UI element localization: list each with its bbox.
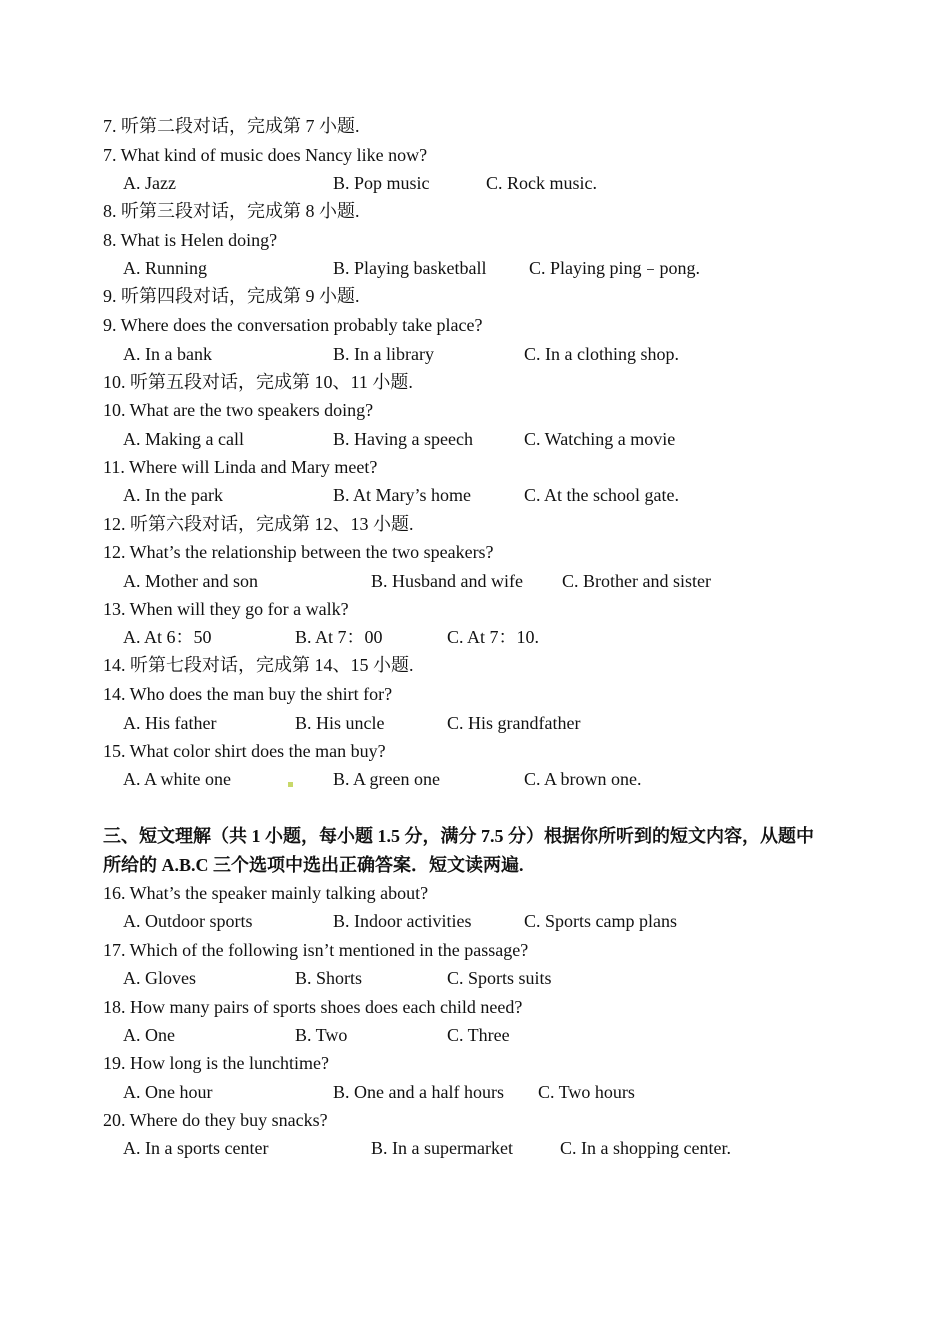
q14-option-c: C. His grandfather xyxy=(447,713,581,733)
q9-option-b: B. In a library xyxy=(333,344,434,364)
q10-option-a: A. Making a call xyxy=(123,429,244,449)
q20-option-b: B. In a supermarket xyxy=(371,1138,513,1158)
q16-option-c: C. Sports camp plans xyxy=(524,911,677,931)
q7-option-b: B. Pop music xyxy=(333,173,430,193)
q11-option-a: A. In the park xyxy=(123,485,223,505)
q8-option-a: A. Running xyxy=(123,258,208,278)
q11-option-b: B. At Mary’s home xyxy=(333,485,471,505)
q19-option-b: B. One and a half hours xyxy=(333,1082,504,1102)
q12-option-a: A. Mother and son xyxy=(123,571,258,591)
q17-option-c: C. Sports suits xyxy=(447,968,552,988)
q18-option-a: A. One xyxy=(123,1025,175,1045)
q19-option-a: A. One hour xyxy=(123,1082,213,1102)
q15-option-c: C. A brown one. xyxy=(524,769,642,789)
q7-option-c: C. Rock music. xyxy=(486,173,597,193)
q14-option-a: A. His father xyxy=(123,713,217,733)
q7-option-a: A. Jazz xyxy=(123,173,176,193)
q11-option-c: C. At the school gate. xyxy=(524,485,679,505)
q20-option-a: A. In a sports center xyxy=(123,1138,269,1158)
q8-option-b: B. Playing basketball xyxy=(333,258,487,278)
q12-option-b: B. Husband and wife xyxy=(371,571,523,591)
stray-mark xyxy=(288,782,293,787)
q10-option-b: B. Having a speech xyxy=(333,429,473,449)
q14-option-b: B. His uncle xyxy=(295,713,385,733)
q17-option-b: B. Shorts xyxy=(295,968,363,988)
q12-option-c: C. Brother and sister xyxy=(562,571,711,591)
q13-option-a: A. At 6：50 xyxy=(123,627,212,647)
q13-option-c: C. At 7：10. xyxy=(447,627,540,647)
q9-option-a: A. In a bank xyxy=(123,344,212,364)
q19-option-c: C. Two hours xyxy=(538,1082,635,1102)
q18-option-c: C. Three xyxy=(447,1025,510,1045)
q8-option-c: C. Playing ping﹣pong. xyxy=(529,258,701,278)
q9-option-c: C. In a clothing shop. xyxy=(524,344,679,364)
q10-option-c: C. Watching a movie xyxy=(524,429,676,449)
q16-option-b: B. Indoor activities xyxy=(333,911,472,931)
q17-option-a: A. Gloves xyxy=(123,968,196,988)
q20-option-c: C. In a shopping center. xyxy=(560,1138,731,1158)
q18-option-b: B. Two xyxy=(295,1025,348,1045)
q15-option-a: A. A white one xyxy=(123,769,231,789)
q16-option-a: A. Outdoor sports xyxy=(123,911,253,931)
q15-option-b: B. A green one xyxy=(333,769,440,789)
q13-option-b: B. At 7：00 xyxy=(295,627,383,647)
